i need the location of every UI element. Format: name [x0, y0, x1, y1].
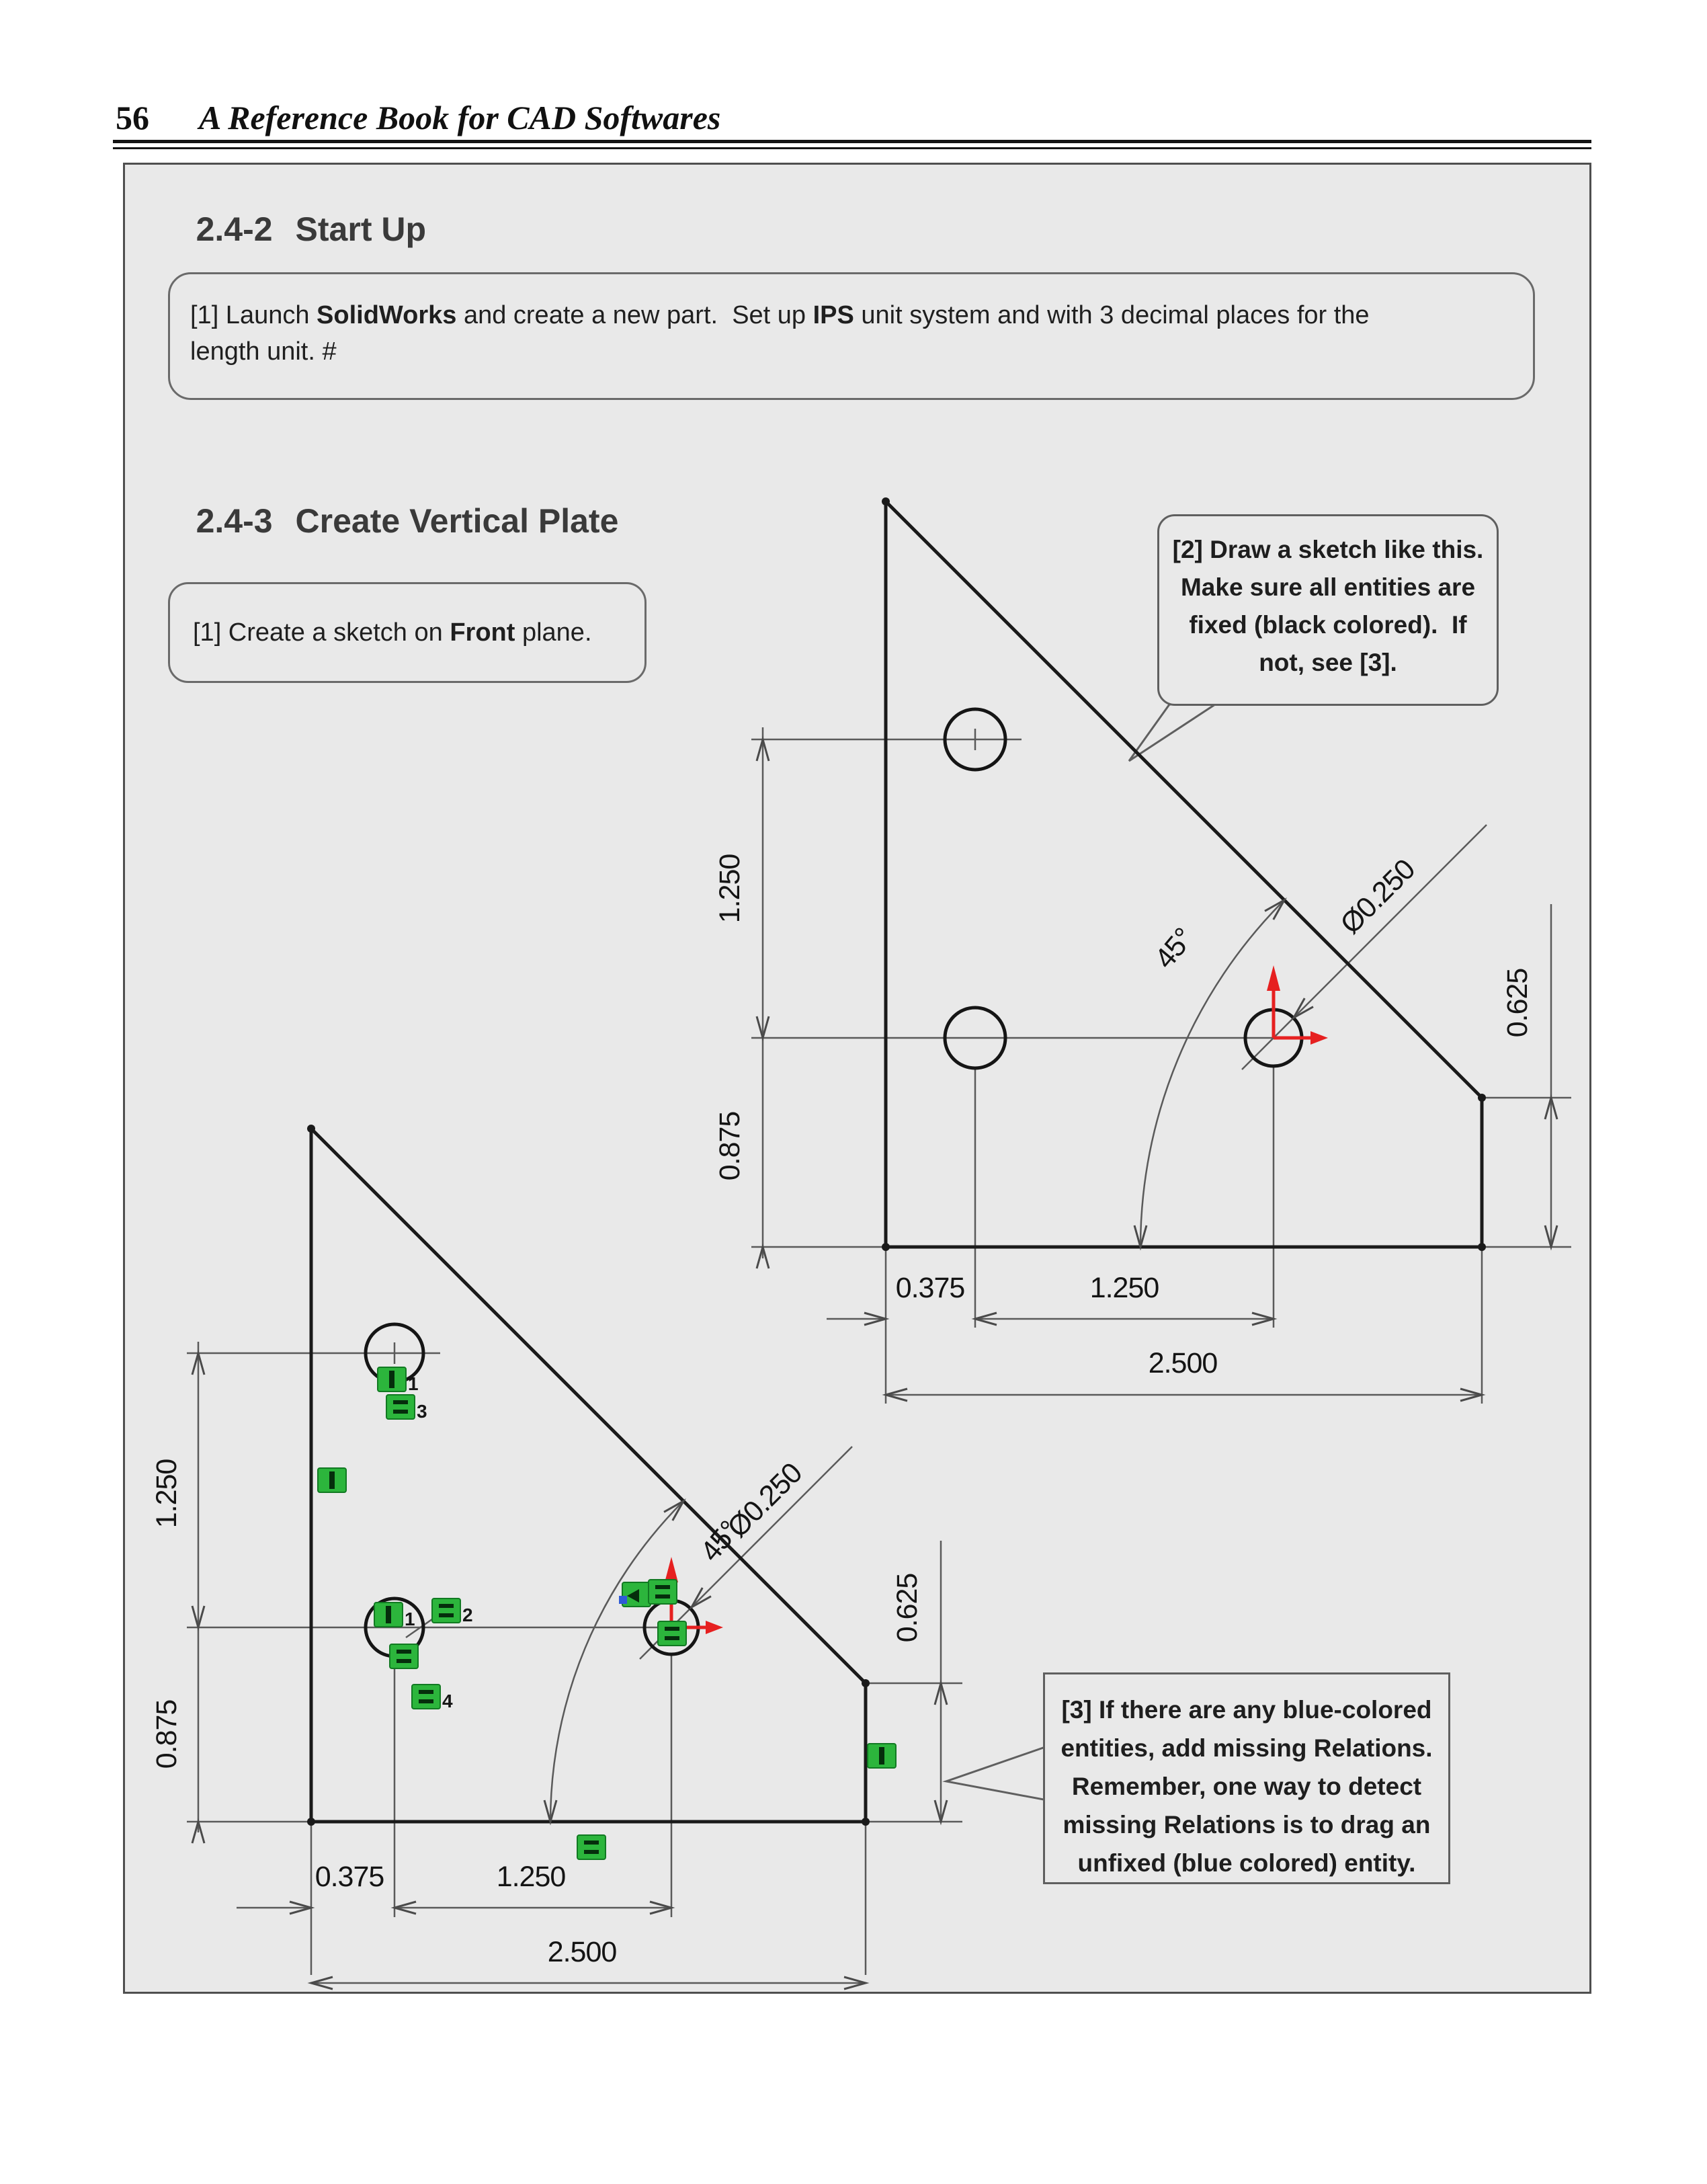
section-number: 2.4-2 [196, 210, 273, 248]
page-number: 56 [116, 99, 149, 136]
dimension-arrows [192, 1353, 947, 1989]
relation-vertical-icon [868, 1744, 896, 1768]
callout-text-line: missing Relations is to drag an [1063, 1811, 1431, 1838]
section-number: 2.4-3 [196, 502, 273, 540]
relation-vertical-icon [378, 1367, 419, 1394]
section-heading-startup [159, 171, 426, 288]
dim-label: 1.250 [496, 1861, 566, 1893]
origin-icon [1267, 965, 1328, 1045]
dim-label: 2.500 [547, 1936, 617, 1968]
svg-text:1: 1 [408, 1373, 419, 1394]
relation-equal-icon [658, 1621, 686, 1646]
callout-3-tail [946, 1746, 1047, 1800]
diameter-label: Ø0.250 [1334, 853, 1421, 940]
relation-equal-icon [649, 1580, 677, 1604]
relation-equal-icon [577, 1835, 606, 1859]
relation-equal-icon [432, 1599, 473, 1625]
callout-text-line: entities, add missing Relations. [1060, 1734, 1433, 1762]
section-title: Create Vertical Plate [295, 502, 619, 540]
callout-2-bubble [1157, 514, 1499, 706]
svg-text:3: 3 [417, 1401, 427, 1422]
dim-label: 0.625 [1501, 968, 1534, 1038]
diameter-label: Ø0.250 [721, 1457, 808, 1544]
svg-text:2: 2 [462, 1605, 473, 1625]
callout-text-line: [3] If there are any blue-colored [1061, 1696, 1432, 1724]
svg-text:1: 1 [405, 1609, 415, 1629]
hole-circles [945, 709, 1302, 1068]
header-rule-thin [113, 147, 1591, 149]
step-text-line: length unit. # [190, 337, 337, 366]
relation-coincident-icon [619, 1582, 651, 1607]
callout-2-tail [1129, 704, 1215, 761]
relation-equal-icon [386, 1395, 427, 1422]
dim-label: 1.250 [151, 1459, 183, 1529]
step-text-line: [1] Create a sketch on Front plane. [193, 618, 592, 647]
relation-vertical-icon [318, 1468, 346, 1492]
callout-text-line: [2] Draw a sketch like this. [1172, 536, 1484, 563]
section-title: Start Up [295, 210, 427, 248]
angle-label: 45° [1148, 922, 1200, 975]
step-text-line: [1] Launch SolidWorks and create a new part. Set up IPS unit system and with 3 decimal places for the [190, 301, 1370, 329]
dim-label: 2.500 [1148, 1347, 1218, 1379]
dim-label: 0.375 [315, 1861, 384, 1893]
callout-text-line: not, see [3]. [1259, 649, 1397, 676]
callout-3-box [1043, 1672, 1450, 1884]
book-title: A Reference Book for CAD Softwares [199, 99, 721, 136]
header-rule-thick [113, 140, 1591, 143]
dim-label: 0.625 [891, 1573, 923, 1643]
step-box-sketch [168, 582, 647, 683]
svg-text:4: 4 [442, 1691, 453, 1711]
callout-text-line: fixed (black colored). If [1189, 611, 1467, 639]
sketch-drawing-relations [121, 1076, 1048, 1996]
callout-text-line: Make sure all entities are [1180, 573, 1476, 601]
step-box-launch [168, 272, 1535, 400]
callout-text-line: Remember, one way to detect [1071, 1773, 1422, 1800]
coincident-point-icon [619, 1596, 627, 1604]
dim-label: 0.375 [895, 1272, 965, 1304]
relation-equal-icon [390, 1644, 418, 1668]
dim-label: 0.875 [714, 1111, 746, 1181]
section-heading-vertical-plate [159, 462, 618, 579]
relation-equal-icon [412, 1685, 453, 1711]
callout-text-line: unfixed (blue colored) entity. [1077, 1849, 1416, 1877]
dim-label: 1.250 [714, 854, 746, 924]
dim-label: 0.875 [151, 1699, 183, 1769]
relation-vertical-icon [374, 1603, 415, 1629]
dim-label: 1.250 [1089, 1272, 1159, 1304]
angle-label: 45° [694, 1514, 746, 1568]
